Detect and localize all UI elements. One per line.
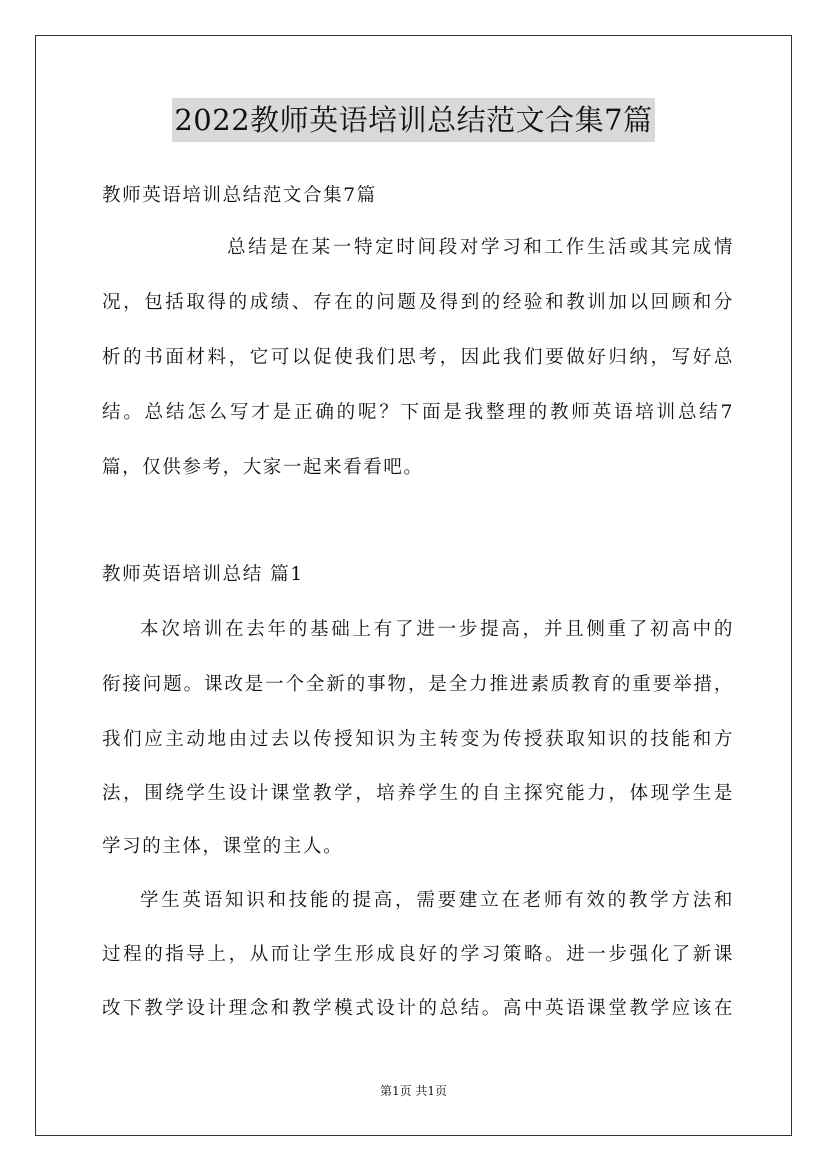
page-footer: 第1页 共1页	[379, 1084, 448, 1098]
intro-line: 篇，仅供参考，大家一起来看看吧。	[102, 457, 424, 478]
paragraph-line: 学生英语知识和技能的提高，需要建立在老师有效的教学方法和	[140, 890, 734, 911]
paragraph-line: 学习的主体，课堂的主人。	[102, 836, 344, 857]
intro-line: 总结是在某一特定时间段对学习和工作生活或其完成情	[227, 237, 734, 258]
title-container	[0, 98, 827, 142]
section-heading: 教师英语培训总结 篇1	[102, 564, 304, 585]
document-subtitle: 教师英语培训总结范文合集7篇	[102, 185, 377, 206]
paragraph-line: 衔接问题。课改是一个全新的事物，是全力推进素质教育的重要举措，	[102, 674, 734, 695]
paragraph-line: 我们应主动地由过去以传授知识为主转变为传授获取知识的技能和方	[102, 729, 734, 750]
document-title: 2022教师英语培训总结范文合集7篇	[172, 98, 654, 142]
paragraph-line: 本次培训在去年的基础上有了进一步提高，并且侧重了初高中的	[140, 619, 734, 640]
intro-line: 况，包括取得的成绩、存在的问题及得到的经验和教训加以回顾和分	[102, 292, 734, 313]
intro-line: 析的书面材料，它可以促使我们思考，因此我们要做好归纳，写好总	[102, 347, 734, 368]
intro-line: 结。总结怎么写才是正确的呢？下面是我整理的教师英语培训总结7	[102, 402, 734, 423]
paragraph-line: 法，围绕学生设计课堂教学，培养学生的自主探究能力，体现学生是	[102, 783, 734, 804]
paragraph-line: 改下教学设计理念和教学模式设计的总结。高中英语课堂教学应该在	[102, 998, 734, 1019]
paragraph-line: 过程的指导上，从而让学生形成良好的学习策略。进一步强化了新课	[102, 944, 734, 965]
